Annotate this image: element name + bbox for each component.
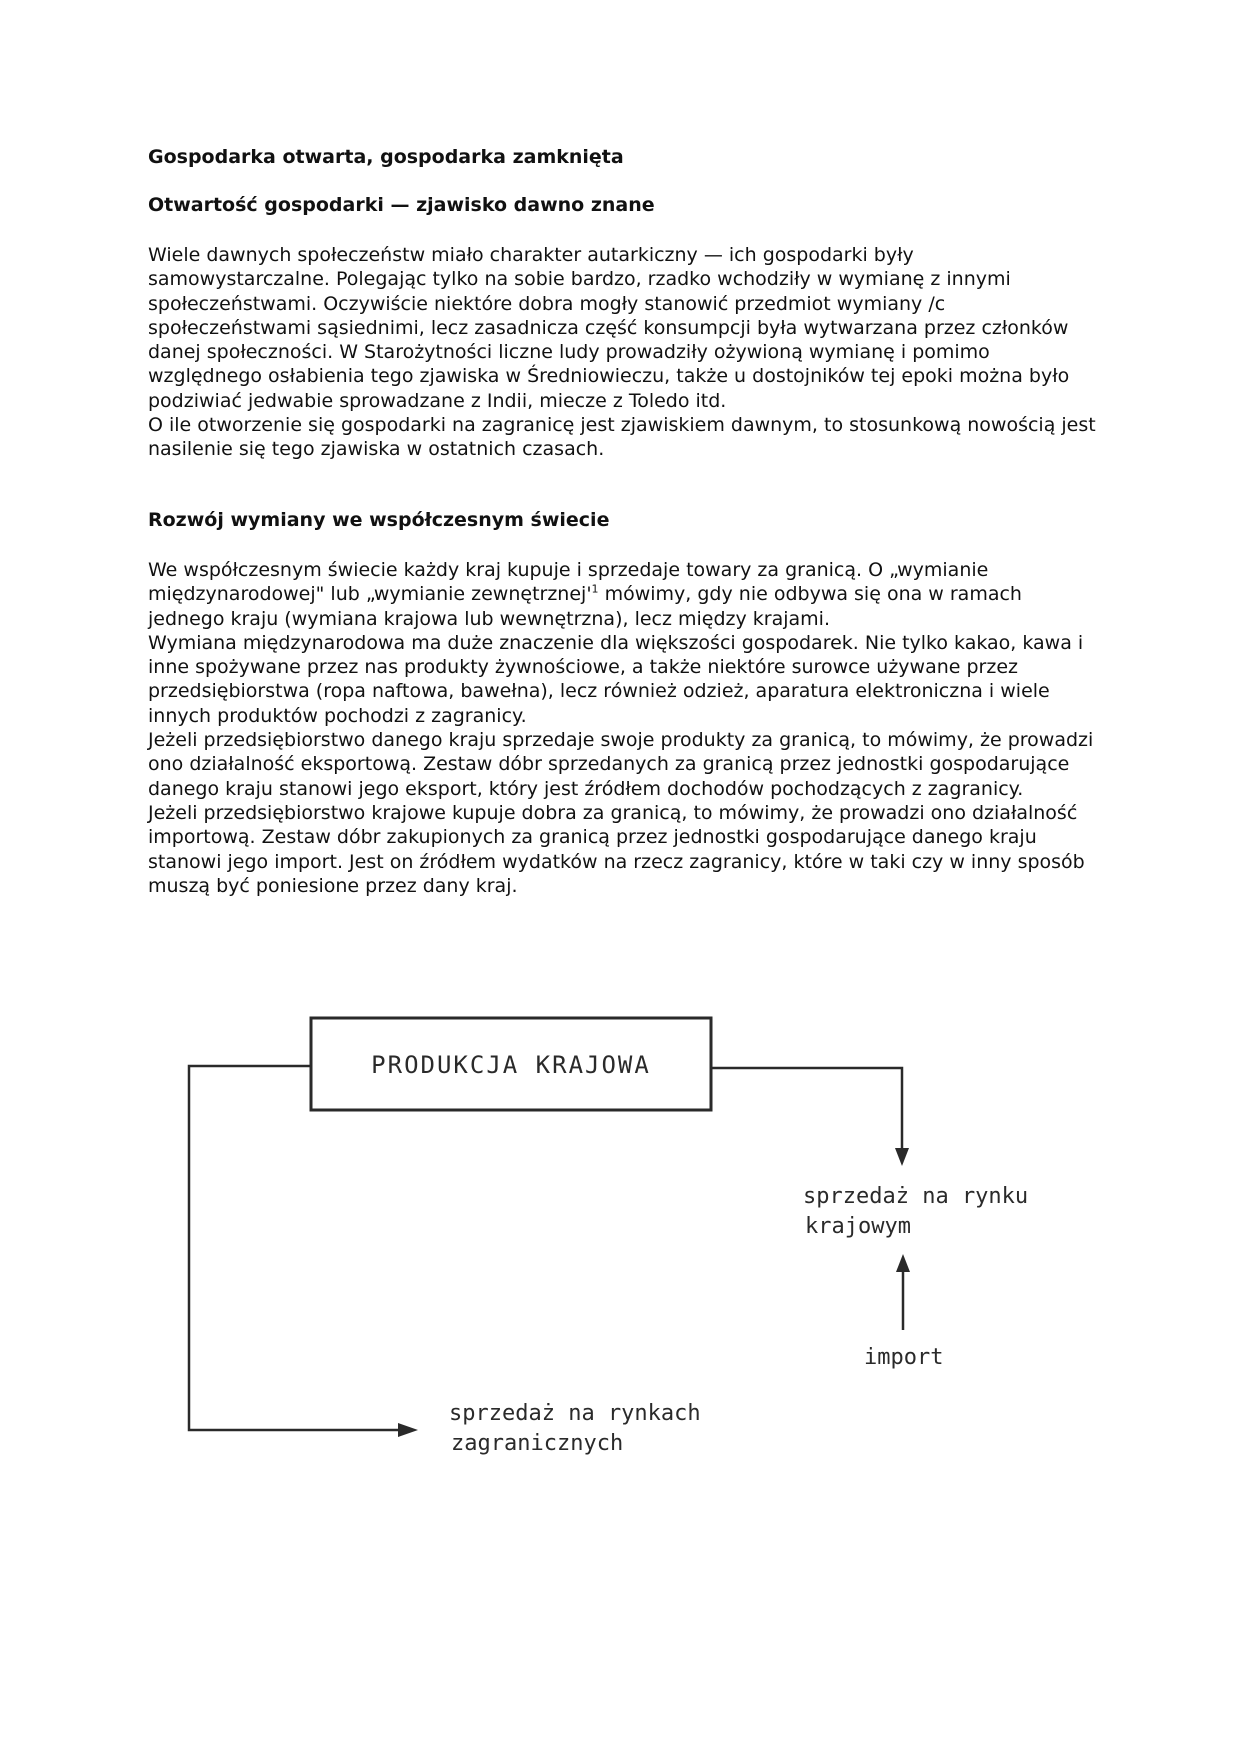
foreign-sales-label-line2: zagranicznych	[451, 1431, 624, 1456]
text-run: mówimy, gdy nie odbywa się ona w ramach jednego kraju (wymiana krajowa lub wewnętrzna), lecz między krajami.	[148, 583, 1022, 630]
production-box-label: PRODUKCJA KRAJOWA	[371, 1051, 651, 1079]
import-arrowhead	[896, 1254, 910, 1272]
document-title: Gospodarka otwarta, gospodarka zamknięta	[148, 146, 624, 168]
text-run: We współczesnym świecie każdy kraj kupuje i sprzedaje towary za granicą. O „wymianie międzynarodowej" lub „wymianie zewnętrznej'	[148, 559, 989, 606]
domestic-sales-label-line1: sprzedaż na rynku	[803, 1184, 1029, 1209]
import-label: import	[864, 1345, 944, 1370]
foreign-sales-label-line1: sprzedaż na rynkach	[449, 1401, 701, 1426]
section-heading-exchange: Rozwój wymiany we współczesnym świecie	[148, 509, 610, 531]
domestic-arrowhead	[895, 1148, 909, 1166]
foreign-arrowhead	[398, 1423, 418, 1437]
paragraph: Jeżeli przedsiębiorstwo krajowe kupuje dobra za granicą, to mówimy, że prowadzi ono działalność importową. Zestaw dóbr zakupionych za granicą przez jednostki gospodarujące danego kraju stanowi jego import. Jest on źródłem wydatków na rzecz zagranicy, które w taki czy w inny sposób muszą być poniesione przez dany kraj.	[148, 801, 1085, 897]
section-heading-openness: Otwartość gospodarki — zjawisko dawno znane	[148, 194, 655, 216]
domestic-sales-label-line2: krajowym	[805, 1214, 911, 1239]
paragraph: Jeżeli przedsiębiorstwo danego kraju sprzedaje swoje produkty za granicą, to mówimy, że prowadzi ono działalność eksportową. Zestaw dóbr sprzedanych za granicą przez jednostki gospodarujące danego kraju stanowi jego eksport, który jest źródłem dochodów pochodzących z zagranicy.	[148, 729, 1094, 800]
paragraph: O ile otworzenie się gospodarki na zagranicę jest zjawiskiem dawnym, to stosunkową nowością jest nasilenie się tego zjawiska w ostatnich czasach.	[148, 414, 1096, 461]
domestic-arrow	[711, 1068, 902, 1162]
foreign-arrow	[189, 1066, 412, 1430]
paragraph: Wymiana międzynarodowa ma duże znaczenie dla większości gospodarek. Nie tylko kakao, kawa i inne spożywane przez nas produkty żywnościowe, a także niektóre surowce używane przez przedsiębiorstwa (ropa naftowa, bawełna), lecz również odzież, aparatura elektroniczna i wiele innych produktów pochodzi z zagranicy.	[148, 631, 1084, 727]
footnote-ref: 1	[591, 582, 599, 596]
paragraph: Wiele dawnych społeczeństw miało charakter autarkiczny — ich gospodarki były samowystarczalne. Polegając tylko na sobie bardzo, rzadko wchodziły w wymianę z innymi społeczeństwami. Oczywiście niektóre dobra mogły stanowić przedmiot wymiany /c społeczeństwami sąsiednimi, lecz zasadnicza część konsumpcji była wytwarzana przez członków danej społeczności. W Starożytności liczne ludy prowadziły ożywioną wymianę i pomimo względnego osłabienia tego zjawiska w Średniowieczu, także u dostojników tej epoki można było podziwiać jedwabie sprowadzane z Indii, miecze z Toledo itd.	[148, 244, 1070, 412]
